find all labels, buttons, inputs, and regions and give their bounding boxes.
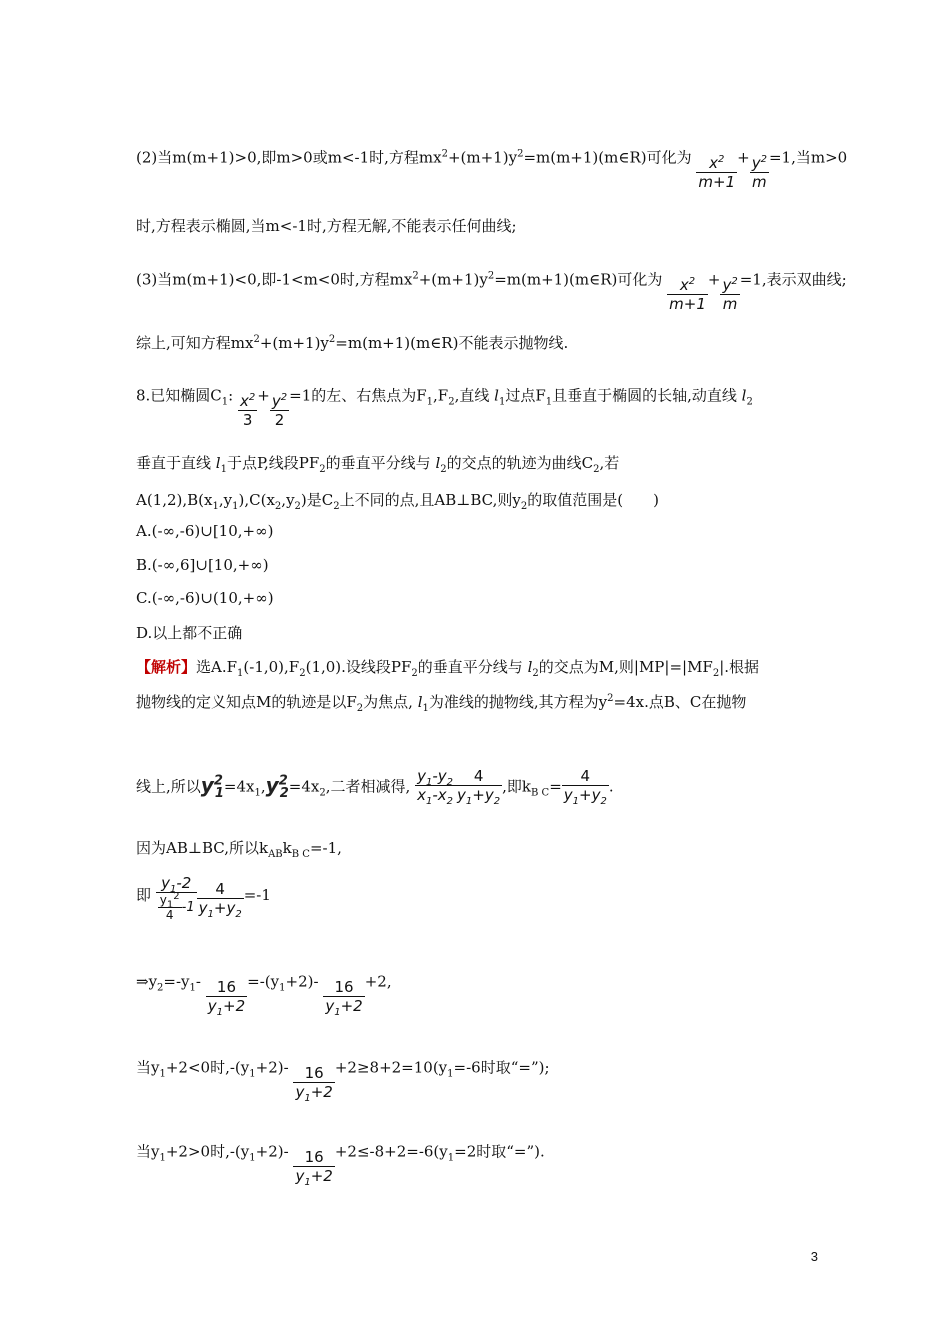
den: m	[752, 173, 767, 191]
sup: 2	[487, 270, 495, 282]
text: -	[195, 972, 201, 991]
fraction-x2-m1	[696, 154, 737, 191]
sub: 2	[712, 668, 720, 679]
y: y	[295, 1083, 305, 1101]
num: 4	[215, 879, 225, 898]
text: +(m+1)y	[447, 148, 518, 167]
fraction-y2-m	[750, 154, 769, 191]
sub: AB	[268, 849, 283, 860]
text: ,直线	[454, 386, 495, 405]
sup: 2	[412, 270, 419, 282]
text: ),C(x	[238, 491, 275, 509]
sub: 2	[600, 796, 607, 807]
y: y	[484, 786, 494, 804]
text: (3)当m(m+1)<0,即-1<m<0时,方程mx	[136, 270, 413, 289]
den: 2	[274, 411, 285, 429]
summary-line	[136, 332, 568, 353]
num: x	[679, 276, 689, 294]
sub: 2	[279, 785, 289, 801]
q8-line2	[136, 452, 619, 473]
sub: 1	[159, 1068, 166, 1080]
den: 4	[165, 908, 174, 922]
sub: 1	[279, 982, 286, 994]
sup: 2	[517, 148, 524, 160]
text: 抛物线的定义知点M的轨迹是以F	[136, 693, 357, 711]
den: m	[722, 295, 738, 313]
sub: 1	[169, 884, 177, 895]
text: 垂直于直线	[136, 454, 216, 472]
plus: +	[213, 898, 227, 917]
fraction-dy-dx	[415, 767, 455, 807]
sub: 2	[356, 703, 364, 714]
text: ,y	[281, 491, 295, 509]
option-d: D.以上都不正确	[136, 624, 243, 642]
sup: 2	[441, 148, 448, 160]
option-b: B.(-∞,6]∪[10,+∞)	[136, 556, 269, 574]
sub: 1	[221, 396, 229, 408]
text: ,二者相减得,	[325, 777, 411, 796]
num: y	[271, 392, 281, 410]
text: =-1,	[309, 839, 342, 857]
text: +2)-	[255, 1142, 289, 1161]
fraction-4-sum	[197, 879, 244, 920]
sub: 1	[207, 908, 214, 920]
text: 当y	[136, 1142, 160, 1161]
text: :	[228, 386, 234, 405]
sub: 2	[593, 464, 600, 475]
sub: 1	[189, 982, 196, 994]
text: =1的左、右焦点为F	[289, 386, 427, 405]
text: ⇒y	[136, 972, 158, 991]
text: 综上,可知方程mx	[136, 334, 254, 352]
sup: 2	[248, 392, 256, 403]
y: y	[226, 898, 236, 917]
num: 16	[304, 1064, 324, 1082]
sub: 1	[212, 501, 219, 512]
minus: -	[432, 786, 438, 804]
plus2: +2	[340, 997, 363, 1015]
analysis-line1	[136, 656, 759, 677]
sup: 2	[607, 693, 614, 704]
sub: 2	[520, 501, 528, 512]
text: +2≤-8+2=-6(y	[334, 1142, 448, 1161]
text: =-y	[163, 972, 190, 991]
sub: 2	[274, 501, 282, 512]
sup: 2	[280, 392, 288, 403]
sub: 1	[304, 1177, 311, 1188]
text: 当y	[136, 1058, 160, 1077]
text: 的交点的轨迹为曲线C	[446, 454, 594, 472]
sup: 2	[731, 276, 738, 287]
sub: B C	[291, 849, 310, 860]
plus2: +2	[223, 997, 246, 1015]
text: 线上,所以	[136, 777, 201, 796]
text: +2≥8+2=10(y	[334, 1058, 448, 1077]
sub: 1	[572, 796, 580, 807]
text: A(1,2),B(x	[136, 491, 213, 509]
l-symbol: l	[215, 454, 221, 472]
text: 的垂直平分线与	[325, 454, 436, 472]
sub: 2	[333, 501, 340, 512]
sub: 1	[237, 668, 244, 679]
plus: +	[257, 386, 270, 405]
analysis-line3	[136, 769, 614, 806]
sub: 1	[216, 1007, 224, 1018]
fraction-4-sum	[455, 767, 502, 807]
sub: 1	[447, 1152, 455, 1164]
text: +(m+1)y	[418, 270, 488, 289]
text: 为准线的抛物线,其方程为y	[428, 693, 608, 711]
sub: 1	[422, 703, 429, 714]
sub: 2	[532, 668, 539, 679]
q8-line3	[136, 489, 659, 510]
analysis-line7	[136, 1050, 550, 1104]
text: (2)当m(m+1)>0,即m>0或m<-1时,方程mx	[136, 148, 442, 167]
sub: 1	[425, 777, 433, 788]
text: =-6时取“=”);	[453, 1058, 550, 1077]
sub: 1	[334, 1007, 341, 1018]
text: .	[608, 777, 614, 796]
y: y	[591, 786, 601, 804]
text: +2)-	[255, 1058, 289, 1077]
plus: +	[472, 786, 485, 804]
l-symbol: l	[527, 658, 533, 676]
sub: 1	[304, 1093, 311, 1104]
y: y	[207, 997, 217, 1015]
num: x	[240, 392, 249, 410]
text: ,若	[599, 454, 620, 472]
sub: 2	[319, 787, 326, 799]
y: y	[437, 767, 447, 785]
plus: +	[579, 786, 592, 804]
sub: 1	[220, 464, 227, 475]
text: =m(m+1)(m∈R)不能表示抛物线.	[335, 334, 569, 352]
den: m+1	[669, 295, 706, 313]
sub: 2	[319, 464, 326, 475]
sub: 1	[159, 1152, 166, 1164]
text: 的取值范围是( )	[527, 491, 659, 509]
text: =4x.点B、C在抛物	[613, 693, 747, 711]
text: 上不同的点,且AB⊥BC,则y	[339, 491, 521, 509]
sub: 1	[545, 396, 553, 408]
sup: 2	[760, 154, 767, 165]
fraction-complex	[156, 874, 197, 922]
analysis-line8	[136, 1134, 545, 1188]
sub: 2	[235, 908, 242, 920]
text: =4x	[223, 777, 255, 796]
text: =1,当m>0	[768, 148, 848, 167]
num: 4	[580, 767, 591, 785]
den: m+1	[698, 173, 736, 191]
part2-line1	[136, 140, 848, 191]
y: y	[325, 997, 335, 1015]
plus: +	[707, 270, 721, 289]
sup: 2	[173, 891, 180, 902]
text: 的交点为M,则|MP|=|MF	[538, 658, 713, 676]
q8-line1	[136, 378, 753, 429]
sub: 2	[299, 668, 306, 679]
text: 即	[136, 886, 152, 904]
sub: 1	[214, 785, 224, 801]
plus2: +2	[310, 1167, 333, 1185]
sub: 2	[157, 982, 164, 994]
text: 过点F	[505, 386, 546, 405]
text: 选A.F	[196, 658, 238, 676]
text: =4x	[288, 777, 320, 796]
fraction-16	[293, 1148, 334, 1188]
y1-squared	[200, 772, 224, 801]
text: +2>0时,-(y	[165, 1142, 250, 1161]
l-symbol: l	[435, 454, 441, 472]
sub: 2	[446, 796, 454, 807]
sub: 1	[425, 796, 433, 807]
fraction-x2-3	[238, 392, 257, 429]
x: x	[437, 786, 447, 804]
text: 于点P,线段PF	[226, 454, 320, 472]
sub: 2	[493, 796, 501, 807]
num: 4	[473, 767, 484, 785]
y: y	[161, 874, 170, 892]
plus2: +2	[310, 1083, 333, 1101]
minus1: -1	[181, 900, 195, 915]
text: =1,表示双曲线;	[739, 270, 847, 289]
y: y	[295, 1167, 305, 1185]
text: 且垂直于椭圆的长轴,动直线	[552, 386, 742, 405]
fraction-16	[293, 1064, 334, 1104]
sub: 2	[440, 464, 447, 475]
text: ,即k	[502, 777, 531, 796]
text: ,y	[218, 491, 233, 509]
sub: 2	[448, 396, 455, 408]
sub: 2	[411, 668, 418, 679]
l-symbol: l	[741, 386, 747, 405]
analysis-line5	[136, 872, 271, 920]
sub: 2	[446, 777, 454, 788]
fraction-x2-m1	[667, 276, 708, 313]
y: y	[200, 772, 214, 797]
y: y	[457, 786, 466, 804]
analysis-tag: 【解析】	[136, 658, 197, 676]
sub: 1	[465, 796, 473, 807]
sup: 2	[718, 154, 725, 165]
text: 为焦点,	[363, 693, 418, 711]
option-c: C.(-∞,-6)∪(10,+∞)	[136, 589, 274, 607]
num: 16	[304, 1148, 324, 1166]
text: )是C	[300, 491, 334, 509]
y: y	[417, 767, 426, 785]
num: 16	[334, 978, 354, 996]
num: y	[722, 276, 732, 294]
page-number: 3	[810, 1249, 818, 1264]
part3-line1	[136, 262, 847, 313]
sub: 1	[232, 501, 239, 512]
sub: 1	[249, 1152, 256, 1164]
y2-squared	[265, 772, 289, 801]
text: =2时取“=”).	[454, 1142, 545, 1161]
analysis-line6	[136, 964, 392, 1018]
text: =m(m+1)(m∈R)可化为	[523, 148, 692, 167]
num: x	[709, 154, 719, 172]
y: y	[159, 893, 167, 907]
text: +2,	[364, 972, 392, 991]
x: x	[417, 786, 426, 804]
text: 8.已知椭圆C	[136, 386, 222, 405]
y: y	[265, 772, 279, 797]
sub: B C	[531, 787, 550, 799]
fraction-4-sum	[562, 767, 609, 807]
l-symbol: l	[417, 693, 423, 711]
fraction-16	[323, 978, 364, 1018]
text: 因为AB⊥BC,所以k	[136, 839, 269, 857]
sup: 2	[213, 772, 223, 788]
sup: 2	[278, 772, 288, 788]
den: 3	[242, 411, 253, 429]
fraction-y2-2	[270, 392, 289, 429]
sub: 1	[498, 396, 506, 408]
text: +(m+1)y	[259, 334, 329, 352]
text: =m(m+1)(m∈R)可化为	[494, 270, 663, 289]
minus: -	[432, 767, 438, 785]
text: +2<0时,-(y	[165, 1058, 250, 1077]
y: y	[198, 898, 208, 917]
num: 16	[216, 978, 237, 996]
fraction-y2-m	[720, 276, 739, 313]
text: 的垂直平分线与	[417, 658, 528, 676]
sub: 2	[746, 396, 753, 408]
sub: 1	[249, 1068, 256, 1080]
sub: 1	[254, 787, 261, 799]
text: ,	[260, 777, 266, 796]
text: ,F	[433, 386, 449, 405]
minus2: -2	[176, 874, 192, 892]
text: (1,0).设线段PF	[305, 658, 412, 676]
plus: +	[737, 148, 750, 167]
sub: 1	[447, 1068, 454, 1080]
sub: 2	[294, 501, 301, 512]
text: +2)-	[285, 972, 319, 991]
y: y	[563, 786, 573, 804]
l-symbol: l	[494, 386, 499, 405]
text: |.根据	[719, 658, 760, 676]
part2-line2: 时,方程表示椭圆,当m<-1时,方程无解,不能表示任何曲线;	[136, 217, 517, 235]
sub: 1	[426, 396, 434, 408]
analysis-line4	[136, 837, 342, 858]
text: =-1	[243, 886, 271, 904]
text: (-1,0),F	[243, 658, 300, 676]
text: k	[282, 839, 292, 857]
sub: 1	[166, 899, 174, 911]
text: =	[549, 777, 562, 796]
text: =-(y	[247, 972, 280, 991]
sup: 2	[688, 276, 696, 287]
option-a: A.(-∞,-6)∪[10,+∞)	[136, 522, 274, 540]
sup: 2	[328, 334, 336, 345]
sup: 2	[253, 334, 260, 345]
fraction-16	[206, 978, 247, 1018]
analysis-line2	[136, 691, 746, 712]
num: y	[751, 154, 761, 172]
